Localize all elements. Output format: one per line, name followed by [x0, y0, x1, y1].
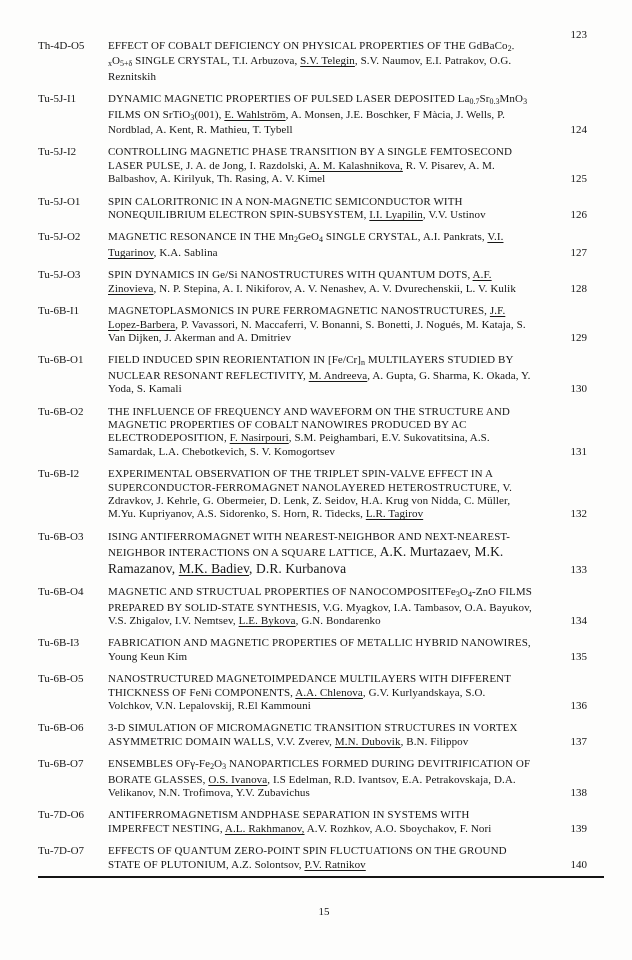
entry-page-number: 133 — [570, 563, 587, 576]
title-text: , S.V. Naumov, E.I. Patrakov, O.G. Reznitskih — [108, 55, 512, 83]
underlined-author: M. Andreeva — [308, 369, 368, 382]
entry-title — [108, 809, 532, 836]
title-text: FIELD INDUCED SPIN REORIENTATION IN [Fe/Cr] — [108, 354, 362, 367]
underlined-author: A. M. Kalashnikova, — [309, 159, 403, 172]
toc-entry — [38, 93, 587, 137]
title-text: MAGNETIC RESONANCE IN THE Mn — [108, 231, 294, 244]
toc-entry — [38, 586, 587, 628]
formula-subscript: 3 — [222, 762, 227, 772]
title-text: SPIN DYNAMICS IN Ge/Si NANOSTRUCTURES WITH QUANTUM DOTS, — [108, 269, 473, 282]
formula-subscript: 2-x — [108, 44, 515, 69]
title-text: THE INFLUENCE OF FREQUENCY AND WAVEFORM ON THE STRUCTURE AND MAGNETIC PROPERTIES OF COBALT NANOWIRES PRODUCED BY AC ELECTRODEPOSITION, — [108, 405, 510, 445]
title-text: , D.R. Kurbanova — [249, 560, 347, 576]
title-text: FABRICATION AND MAGNETIC PROPERTIES OF METALLIC HYBRID NANOWIRES, Young Keun Kim — [108, 637, 531, 663]
title-text: , A. Monsen, J.E. Boschker, F Màcia, J. Wells, P. Nordblad, A. Kent, R. Mathieu, T. Tybell — [108, 108, 505, 137]
entry-page-number: 140 — [570, 858, 587, 871]
toc-entry — [38, 637, 587, 664]
session-code: Tu-6B-O7 — [38, 758, 84, 771]
toc-entry — [38, 196, 587, 223]
title-text: NANOSTRUCTURED MAGNETOIMPEDANCE MULTILAYERS WITH DIFFERENT THICKNESS OF FeNi COMPONENTS, — [108, 673, 511, 699]
title-text: , V.V. Ustinov — [422, 209, 486, 222]
title-text: EXPERIMENTAL OBSERVATION OF THE TRIPLET SPIN-VALVE EFFECT IN A SUPERCONDUCTOR-FERROMAGNET NANOLAYERED HETEROSTRUCTURE, V. Zdravkov, J. Kehrle, G. Obermeier, D. Lenk, Z. Seidov, H.A. Krug von Nidda, C. Müller, M.Yu. Kupriyanov, A.S. Sidorenko, S. Horn, R. Tidecks, — [108, 468, 512, 521]
entry-title — [108, 468, 532, 522]
title-text: , K.A. Sablina — [153, 246, 218, 259]
session-code: Tu-5J-I2 — [38, 146, 77, 159]
title-text: , N. P. Stepina, A. I. Nikiforov, A. V. Nenashev, A. V. Dvurechenskii, L. V. Kulik — [153, 282, 516, 295]
formula-subscript: 3 — [455, 590, 460, 600]
underlined-author: L.R. Tagirov — [365, 508, 424, 521]
footer-page-number: 15 — [318, 906, 330, 918]
session-code: Tu-5J-O3 — [38, 269, 81, 282]
entry-title — [108, 305, 532, 345]
toc-entry — [38, 531, 587, 577]
title-text: A.K. Murtazaev, M.K. Ramazanov, — [108, 544, 504, 576]
title-text: , G.V. Kurlyandskaya, S.O. Volchkov, V.N. Lepalovskij, R.El Kammouni — [108, 686, 486, 713]
title-text: EFFECTS OF QUANTUM ZERO-POINT SPIN FLUCTUATIONS ON THE GROUND STATE OF PLUTONIUM, A.Z. Solontsov, — [108, 845, 507, 871]
entry-title — [108, 406, 532, 460]
title-text: O — [112, 55, 121, 68]
entry-page-number: 137 — [570, 735, 587, 748]
entry-title — [108, 637, 532, 664]
entry-title — [108, 93, 532, 137]
toc-entry — [38, 758, 587, 800]
formula-subscript: n — [361, 358, 366, 368]
toc-entry — [38, 809, 587, 836]
session-code: Tu-6B-O2 — [38, 405, 84, 418]
underlined-author: P.V. Ratnikov — [304, 858, 366, 871]
title-text: MAGNETOPLASMONICS IN PURE FERROMAGNETIC NANOSTRUCTURES, — [108, 305, 490, 318]
session-code: Tu-6B-O6 — [38, 722, 84, 735]
title-text: ENSEMBLES OFγ-Fe — [108, 758, 211, 771]
session-code: Tu-7D-O6 — [38, 809, 85, 822]
title-text: SPIN CALORITRONIC IN A NON-MAGNETIC SEMICONDUCTOR WITH NONEQUILIBRIUM ELECTRON SPIN-SUBSYSTEM, — [108, 195, 463, 222]
title-text: ISING ANTIFERROMAGNET WITH NEAREST-NEIGHBOR AND NEXT-NEAREST-NEIGHBOR INTERACTIONS ON A SQUARE LATTICE, — [108, 530, 511, 560]
entry-title — [108, 196, 532, 223]
underlined-author: F. Nasirpouri — [229, 432, 289, 445]
session-code: Tu-5J-O1 — [38, 195, 81, 208]
session-code: Tu-6B-I3 — [38, 637, 80, 650]
entry-page-number: 132 — [570, 508, 587, 521]
underlined-author: A.A. Chlenova — [295, 686, 363, 699]
title-text: 3-D SIMULATION OF MICROMAGNETIC TRANSITION STRUCTURES IN VORTEX ASYMMETRIC DOMAIN WALLS, V.V. Zverev, — [108, 722, 518, 748]
toc-entry — [38, 722, 587, 749]
title-text: -ZnO FILMS PREPARED BY SOLID-STATE SYNTHESIS, V.G. Myagkov, I.A. Tambasov, O.A. Bayukov, V.S. Zhigalov, I.V. Nemtsev, — [108, 586, 532, 627]
entry-page-number: 128 — [570, 282, 587, 295]
formula-subscript: 4 — [319, 235, 324, 245]
entry-page-number: 123 — [570, 29, 587, 41]
session-code: Tu-7D-O7 — [38, 845, 85, 858]
toc-entry — [38, 406, 587, 460]
entry-title — [108, 231, 532, 260]
underlined-author: L.E. Bykova — [238, 615, 296, 627]
footer-rule — [38, 876, 604, 878]
toc-entry — [38, 29, 587, 84]
title-text: NANOPARTICLES FORMED DURING DEVITRIFICATION OF BORATE GLASSES, — [108, 758, 531, 786]
entry-page-number: 130 — [570, 383, 587, 396]
toc-entry — [38, 354, 587, 396]
session-code: Tu-6B-O5 — [38, 673, 84, 686]
session-code: Tu-6B-O1 — [38, 354, 84, 367]
entry-page-number: 138 — [570, 787, 587, 800]
session-code: Tu-6B-I1 — [38, 305, 80, 318]
entry-title — [108, 722, 532, 749]
entry-page-number: 131 — [570, 445, 587, 458]
entry-title — [108, 586, 532, 628]
formula-subscript: 0.7 — [469, 97, 480, 107]
underlined-author: I.I. Lyapilin — [369, 209, 423, 222]
toc-entry — [38, 305, 587, 345]
underlined-author: O.S. Ivanova — [208, 773, 268, 786]
title-text: EFFECT OF COBALT DEFICIENCY ON PHYSICAL PROPERTIES OF THE GdBaCo — [108, 40, 508, 52]
entry-page-number: 126 — [570, 209, 587, 222]
title-text: DYNAMIC MAGNETIC PROPERTIES OF PULSED LASER DEPOSITED La — [108, 93, 470, 106]
entry-title — [108, 40, 532, 84]
formula-subscript: 2 — [293, 235, 298, 245]
entry-title — [108, 845, 532, 872]
entry-page-number: 127 — [570, 246, 587, 259]
formula-subscript: 3 — [190, 112, 195, 122]
title-text: CONTROLLING MAGNETIC PHASE TRANSITION BY A SINGLE FEMTOSECOND LASER PULSE, J. A. de Jong, I. Razdolski, — [108, 146, 513, 172]
underlined-author: S.V. Telegin — [300, 55, 355, 68]
session-code: Tu-6B-O4 — [38, 586, 84, 599]
formula-subscript: 0.3 — [489, 97, 500, 107]
title-text: ANTIFERROMAGNETISM ANDPHASE SEPARATION IN SYSTEMS WITH IMPERFECT NESTING, — [108, 809, 470, 835]
entry-title — [108, 269, 532, 296]
session-code: Th-4D-O5 — [38, 40, 85, 52]
underlined-author: M.K. Badiev — [178, 560, 250, 576]
session-code: Tu-5J-I1 — [38, 93, 77, 106]
entry-page-number: 124 — [570, 124, 587, 137]
toc-entry — [38, 269, 587, 296]
toc-entry — [38, 845, 587, 872]
title-text: , B.N. Filippov — [400, 735, 469, 748]
entry-page-number: 139 — [570, 822, 587, 835]
title-text: , I.S Edelman, R.D. Ivantsov, E.A. Petrakovskaja, D.A. Velikanov, N.N. Trofimova, Y.V. Zubavichus — [108, 773, 516, 800]
underlined-author: V.I. Tugarinov — [108, 231, 504, 259]
title-text: GeO — [297, 231, 320, 244]
toc-entry — [38, 231, 587, 260]
title-text: O — [459, 586, 468, 599]
formula-subscript: 5+δ — [120, 59, 133, 69]
entry-page-number: 136 — [570, 700, 587, 713]
title-text: , A. Gupta, G. Sharma, K. Okada, Y. Yoda, S. Kamali — [108, 369, 531, 396]
title-text: O — [214, 758, 223, 771]
title-text: MnO — [499, 93, 524, 106]
entry-title — [108, 531, 532, 577]
entry-title — [108, 673, 532, 713]
title-text: A.V. Rozhkov, A.O. Sboychakov, F. Nori — [304, 822, 492, 835]
entry-page-number: 129 — [570, 331, 587, 344]
title-text: , P. Vavassori, N. Maccaferri, V. Bonanni, S. Bonetti, J. Nogués, M. Kataja, S. Van Dijken, J. Akerman and A. Dmitriev — [108, 318, 526, 344]
toc-list — [38, 29, 587, 881]
toc-entry — [38, 146, 587, 186]
entry-page-number: 135 — [570, 650, 587, 663]
underlined-author: J.F. Lopez-Barbera — [108, 305, 506, 331]
formula-subscript: 4 — [467, 590, 472, 600]
toc-entry — [38, 468, 587, 522]
title-text: R. V. Pisarev, A. M. Balbashov, A. Kirilyuk, Th. Rasing, A. V. Kimel — [108, 159, 495, 186]
formula-subscript: 2 — [210, 762, 215, 772]
title-text: SINGLE CRYSTAL, T.I. Arbuzova, — [132, 55, 301, 68]
title-text: , S.M. Peighambari, E.V. Sukovatitsina, A.S. Samardak, L.A. Chebotkevich, S. V. Komogortsev — [108, 432, 490, 458]
formula-subscript: 3 — [523, 97, 528, 107]
title-text: MULTILAYERS STUDIED BY NUCLEAR RESONANT REFLECTIVITY, — [108, 354, 514, 382]
entry-title — [108, 758, 532, 800]
entry-title — [108, 146, 532, 186]
entry-title — [108, 354, 532, 396]
underlined-author: A.L. Rakhmanov, — [224, 822, 305, 835]
underlined-author: E. Wahlström — [224, 108, 286, 121]
session-code: Tu-6B-I2 — [38, 468, 80, 481]
entry-page-number: 134 — [570, 615, 587, 627]
title-text: Sr — [479, 93, 490, 106]
title-text: , G.N. Bondarenko — [295, 615, 381, 627]
toc-entry — [38, 673, 587, 713]
underlined-author: A.F. Zinovieva — [108, 269, 492, 295]
entry-page-number: 125 — [570, 173, 587, 186]
title-text: FILMS ON SrTiO — [108, 108, 191, 121]
title-text: (001), — [194, 108, 225, 121]
session-code: Tu-5J-O2 — [38, 231, 81, 244]
title-text: MAGNETIC AND STRUCTUAL PROPERTIES OF NANOCOMPOSITEFe — [108, 586, 456, 599]
underlined-author: M.N. Dubovik — [334, 735, 401, 748]
session-code: Tu-6B-O3 — [38, 530, 84, 543]
title-text: SINGLE CRYSTAL, A.I. Pankrats, — [323, 231, 488, 244]
